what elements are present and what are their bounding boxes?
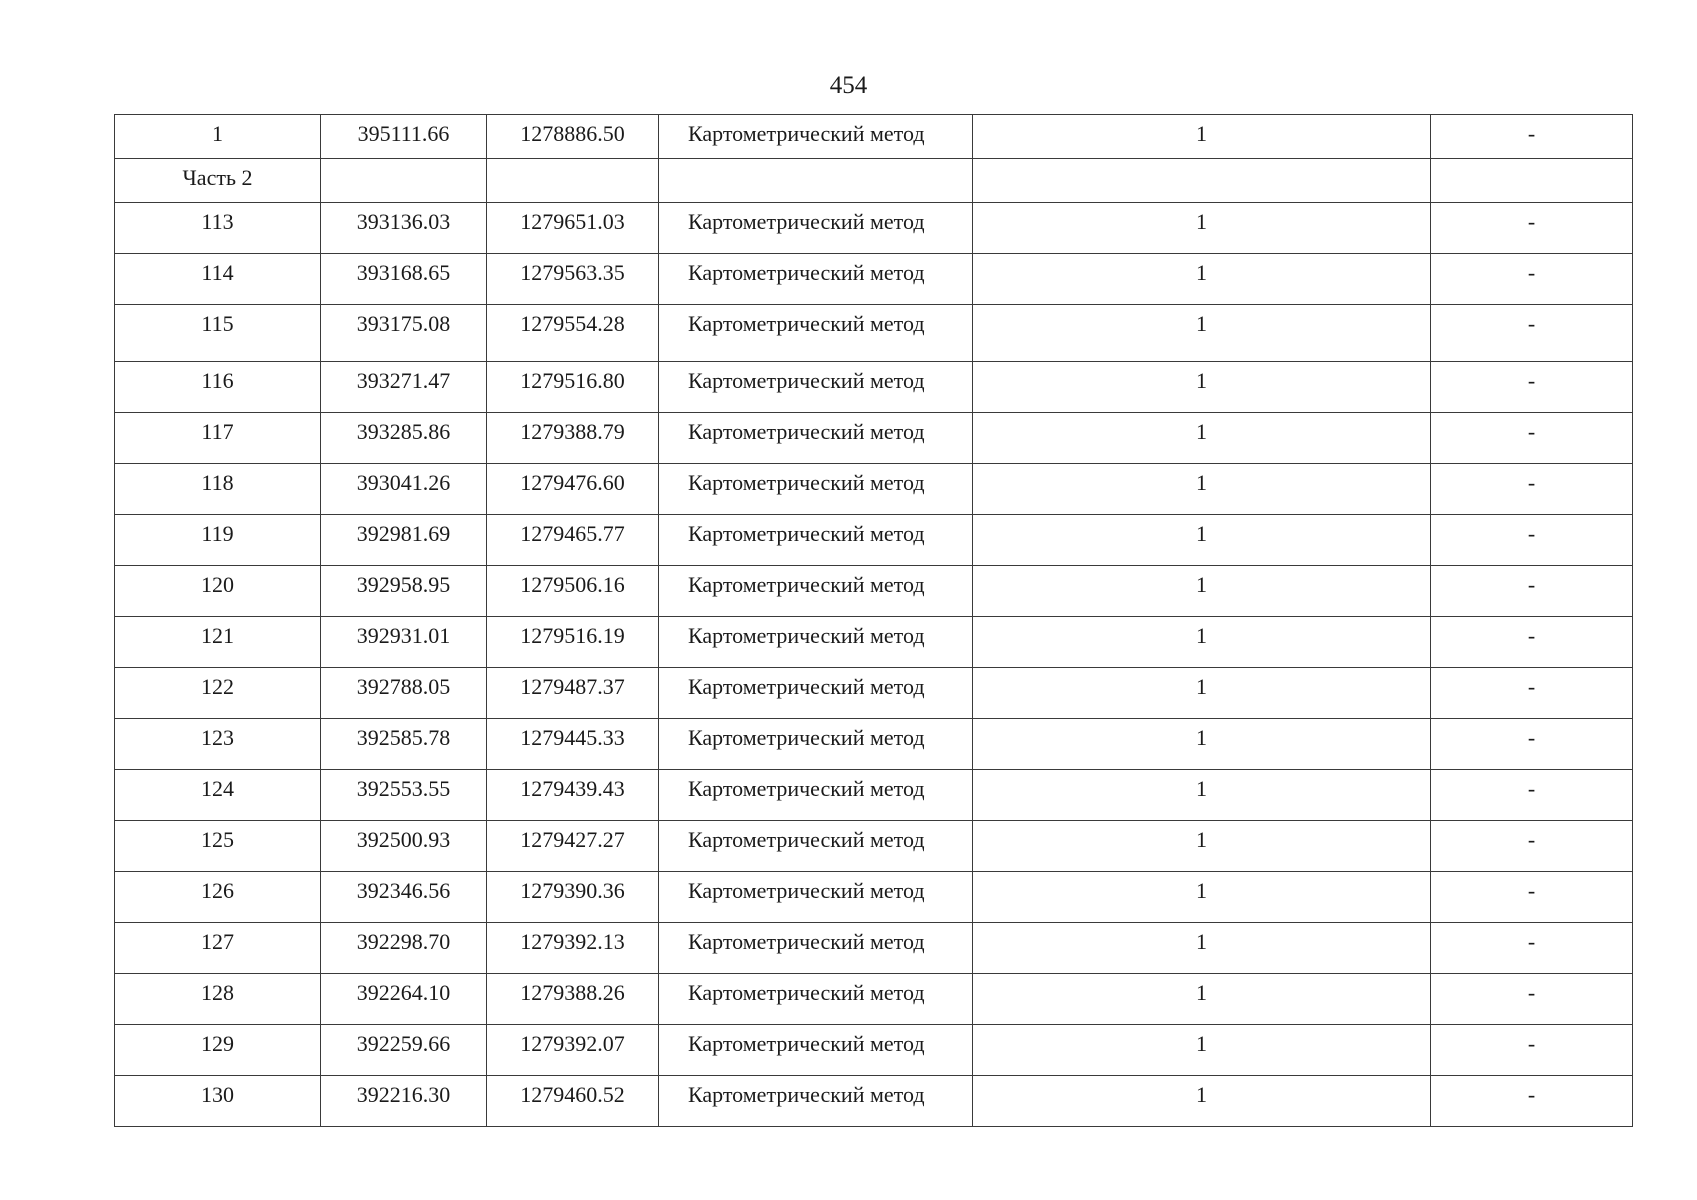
method-cell: Картометрический метод <box>659 872 973 923</box>
point-number-cell: 1 <box>115 115 321 159</box>
accuracy-cell: 1 <box>973 1025 1431 1076</box>
y-coordinate-cell: 1279487.37 <box>487 668 659 719</box>
description-cell: - <box>1431 254 1633 305</box>
accuracy-cell: 1 <box>973 668 1431 719</box>
method-cell: Картометрический метод <box>659 1025 973 1076</box>
coordinates-table-body <box>115 115 1633 1127</box>
point-number-cell: 119 <box>115 515 321 566</box>
point-number-cell: 126 <box>115 872 321 923</box>
table-row <box>115 719 1633 770</box>
point-number-cell: 114 <box>115 254 321 305</box>
method-cell: Картометрический метод <box>659 566 973 617</box>
y-coordinate-cell: 1279554.28 <box>487 305 659 362</box>
x-coordinate-cell: 392553.55 <box>321 770 487 821</box>
accuracy-cell: 1 <box>973 617 1431 668</box>
description-cell: - <box>1431 923 1633 974</box>
y-coordinate-cell: 1279563.35 <box>487 254 659 305</box>
point-number-cell: 130 <box>115 1076 321 1127</box>
accuracy-cell: 1 <box>973 770 1431 821</box>
table-row <box>115 770 1633 821</box>
description-cell: - <box>1431 362 1633 413</box>
method-cell: Картометрический метод <box>659 115 973 159</box>
point-number-cell: 121 <box>115 617 321 668</box>
x-coordinate-cell: 393041.26 <box>321 464 487 515</box>
accuracy-cell: 1 <box>973 872 1431 923</box>
y-coordinate-cell: 1279392.13 <box>487 923 659 974</box>
y-coordinate-cell: 1279390.36 <box>487 872 659 923</box>
y-coordinate-cell: 1279476.60 <box>487 464 659 515</box>
method-cell: Картометрический метод <box>659 413 973 464</box>
accuracy-cell: 1 <box>973 515 1431 566</box>
point-number-cell: 125 <box>115 821 321 872</box>
x-coordinate-cell: 392298.70 <box>321 923 487 974</box>
y-coordinate-cell: 1279445.33 <box>487 719 659 770</box>
table-row <box>115 413 1633 464</box>
description-cell: - <box>1431 821 1633 872</box>
point-number-cell: 117 <box>115 413 321 464</box>
point-number-cell: 124 <box>115 770 321 821</box>
accuracy-cell: 1 <box>973 413 1431 464</box>
description-cell: - <box>1431 617 1633 668</box>
description-cell: - <box>1431 115 1633 159</box>
point-number-cell: 120 <box>115 566 321 617</box>
point-number-cell: 115 <box>115 305 321 362</box>
y-coordinate-cell: 1279439.43 <box>487 770 659 821</box>
x-coordinate-cell: 393136.03 <box>321 203 487 254</box>
table-row <box>115 1076 1633 1127</box>
point-number-cell: 129 <box>115 1025 321 1076</box>
x-coordinate-cell: 393175.08 <box>321 305 487 362</box>
y-coordinate-cell: 1278886.50 <box>487 115 659 159</box>
description-cell: - <box>1431 872 1633 923</box>
empty-cell <box>1431 159 1633 203</box>
accuracy-cell: 1 <box>973 719 1431 770</box>
x-coordinate-cell: 392958.95 <box>321 566 487 617</box>
table-row <box>115 254 1633 305</box>
point-number-cell: 123 <box>115 719 321 770</box>
empty-cell <box>321 159 487 203</box>
x-coordinate-cell: 395111.66 <box>321 115 487 159</box>
method-cell: Картометрический метод <box>659 515 973 566</box>
coordinates-table <box>114 114 1633 1127</box>
method-cell: Картометрический метод <box>659 719 973 770</box>
x-coordinate-cell: 392585.78 <box>321 719 487 770</box>
x-coordinate-cell: 392500.93 <box>321 821 487 872</box>
method-cell: Картометрический метод <box>659 770 973 821</box>
point-number-cell: 118 <box>115 464 321 515</box>
accuracy-cell: 1 <box>973 974 1431 1025</box>
y-coordinate-cell: 1279388.26 <box>487 974 659 1025</box>
y-coordinate-cell: 1279516.19 <box>487 617 659 668</box>
table-row <box>115 464 1633 515</box>
method-cell: Картометрический метод <box>659 362 973 413</box>
y-coordinate-cell: 1279516.80 <box>487 362 659 413</box>
table-row <box>115 203 1633 254</box>
y-coordinate-cell: 1279465.77 <box>487 515 659 566</box>
description-cell: - <box>1431 1025 1633 1076</box>
accuracy-cell: 1 <box>973 464 1431 515</box>
accuracy-cell: 1 <box>973 203 1431 254</box>
table-row <box>115 515 1633 566</box>
description-cell: - <box>1431 413 1633 464</box>
table-row <box>115 305 1633 362</box>
point-number-cell: 116 <box>115 362 321 413</box>
description-cell: - <box>1431 770 1633 821</box>
table-row <box>115 115 1633 159</box>
x-coordinate-cell: 393285.86 <box>321 413 487 464</box>
method-cell: Картометрический метод <box>659 203 973 254</box>
accuracy-cell: 1 <box>973 362 1431 413</box>
accuracy-cell: 1 <box>973 566 1431 617</box>
table-row-part-heading <box>115 159 1633 203</box>
description-cell: - <box>1431 719 1633 770</box>
empty-cell <box>973 159 1431 203</box>
y-coordinate-cell: 1279392.07 <box>487 1025 659 1076</box>
table-row <box>115 668 1633 719</box>
x-coordinate-cell: 393271.47 <box>321 362 487 413</box>
x-coordinate-cell: 392931.01 <box>321 617 487 668</box>
page-number: 454 <box>829 72 868 99</box>
x-coordinate-cell: 392216.30 <box>321 1076 487 1127</box>
description-cell: - <box>1431 1076 1633 1127</box>
method-cell: Картометрический метод <box>659 464 973 515</box>
table-row <box>115 923 1633 974</box>
y-coordinate-cell: 1279427.27 <box>487 821 659 872</box>
x-coordinate-cell: 392259.66 <box>321 1025 487 1076</box>
method-cell: Картометрический метод <box>659 617 973 668</box>
point-number-cell: 128 <box>115 974 321 1025</box>
accuracy-cell: 1 <box>973 821 1431 872</box>
y-coordinate-cell: 1279460.52 <box>487 1076 659 1127</box>
point-number-cell: 113 <box>115 203 321 254</box>
accuracy-cell: 1 <box>973 305 1431 362</box>
point-number-cell: 127 <box>115 923 321 974</box>
y-coordinate-cell: 1279388.79 <box>487 413 659 464</box>
part-label-cell: Часть 2 <box>115 159 321 203</box>
method-cell: Картометрический метод <box>659 254 973 305</box>
empty-cell <box>487 159 659 203</box>
empty-cell <box>659 159 973 203</box>
method-cell: Картометрический метод <box>659 668 973 719</box>
table-row <box>115 974 1633 1025</box>
table-row <box>115 617 1633 668</box>
method-cell: Картометрический метод <box>659 923 973 974</box>
y-coordinate-cell: 1279506.16 <box>487 566 659 617</box>
description-cell: - <box>1431 464 1633 515</box>
accuracy-cell: 1 <box>973 923 1431 974</box>
x-coordinate-cell: 392346.56 <box>321 872 487 923</box>
x-coordinate-cell: 392981.69 <box>321 515 487 566</box>
y-coordinate-cell: 1279651.03 <box>487 203 659 254</box>
description-cell: - <box>1431 305 1633 362</box>
x-coordinate-cell: 392264.10 <box>321 974 487 1025</box>
description-cell: - <box>1431 974 1633 1025</box>
description-cell: - <box>1431 566 1633 617</box>
description-cell: - <box>1431 515 1633 566</box>
accuracy-cell: 1 <box>973 254 1431 305</box>
description-cell: - <box>1431 203 1633 254</box>
method-cell: Картометрический метод <box>659 821 973 872</box>
table-row <box>115 1025 1633 1076</box>
method-cell: Картометрический метод <box>659 305 973 362</box>
accuracy-cell: 1 <box>973 1076 1431 1127</box>
table-row <box>115 872 1633 923</box>
x-coordinate-cell: 393168.65 <box>321 254 487 305</box>
accuracy-cell: 1 <box>973 115 1431 159</box>
description-cell: - <box>1431 668 1633 719</box>
table-row <box>115 821 1633 872</box>
x-coordinate-cell: 392788.05 <box>321 668 487 719</box>
method-cell: Картометрический метод <box>659 974 973 1025</box>
table-row <box>115 566 1633 617</box>
table-row <box>115 362 1633 413</box>
method-cell: Картометрический метод <box>659 1076 973 1127</box>
point-number-cell: 122 <box>115 668 321 719</box>
